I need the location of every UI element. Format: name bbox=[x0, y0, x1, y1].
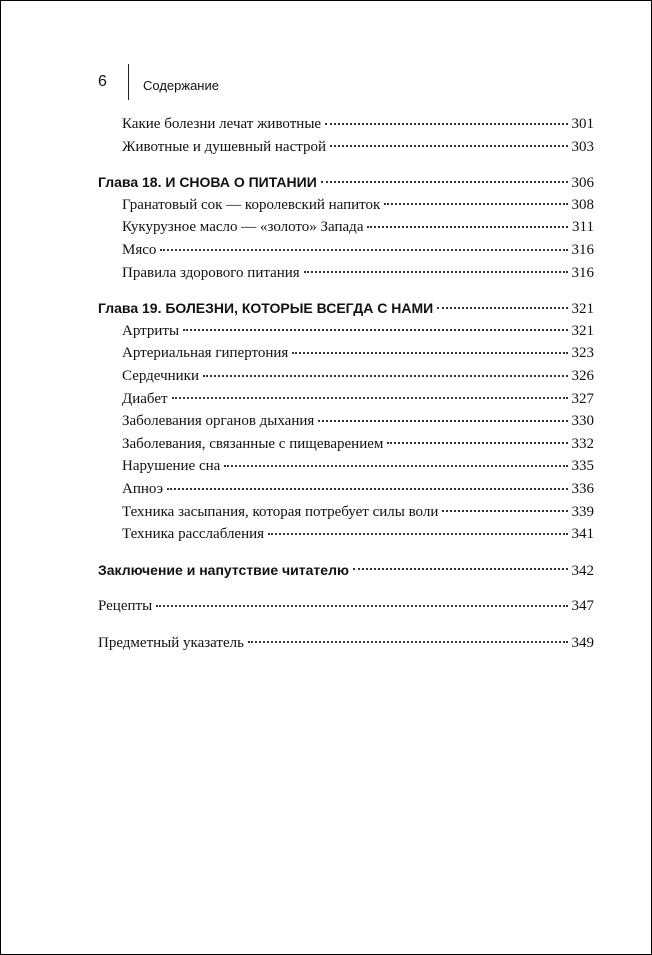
toc-entry-page: 321 bbox=[571, 322, 594, 339]
chapter-page: 321 bbox=[571, 301, 594, 318]
dot-leader bbox=[325, 123, 567, 125]
toc-entry-page: 303 bbox=[571, 138, 594, 155]
toc-entry[interactable] bbox=[98, 320, 594, 343]
toc-entry-page: 330 bbox=[571, 413, 594, 430]
toc-entry[interactable] bbox=[98, 410, 594, 433]
toc-entry-page: 326 bbox=[571, 367, 594, 384]
toc-entry[interactable] bbox=[98, 478, 594, 501]
toc-entry[interactable] bbox=[98, 365, 594, 388]
toc-entry[interactable] bbox=[98, 501, 594, 524]
dot-leader bbox=[224, 465, 567, 467]
toc-entry-title: Мясо bbox=[122, 241, 157, 258]
dot-leader bbox=[321, 181, 568, 183]
dot-leader bbox=[437, 307, 567, 309]
table-of-contents bbox=[98, 113, 594, 654]
spacer bbox=[98, 618, 594, 632]
toc-entry[interactable] bbox=[98, 136, 594, 159]
chapter-heading[interactable] bbox=[98, 297, 594, 320]
toc-entry-page: 339 bbox=[571, 503, 594, 520]
toc-entry[interactable] bbox=[98, 262, 594, 285]
conclusion-page: 342 bbox=[571, 562, 594, 579]
spacer bbox=[98, 158, 594, 171]
toc-entry-title: Техника засыпания, которая потребует силы воли bbox=[122, 503, 439, 520]
dot-leader bbox=[172, 397, 568, 399]
spacer bbox=[98, 284, 594, 297]
toc-entry-title: Нарушение сна bbox=[122, 458, 221, 475]
toc-entry-title: Животные и душевный настрой bbox=[122, 138, 327, 155]
dot-leader bbox=[367, 226, 568, 228]
toc-entry-title: Техника расслабления bbox=[122, 526, 265, 543]
dot-leader bbox=[304, 271, 568, 273]
chapter-heading[interactable] bbox=[98, 171, 594, 194]
dot-leader bbox=[387, 442, 567, 444]
dot-leader bbox=[330, 145, 567, 147]
recipes-page: 347 bbox=[571, 598, 594, 615]
running-head bbox=[98, 64, 219, 100]
toc-entry-page: 316 bbox=[571, 241, 594, 258]
conclusion-title: Заключение и напутствие читателю bbox=[98, 561, 349, 578]
toc-entry-title: Правила здорового питания bbox=[122, 264, 300, 281]
toc-entry[interactable] bbox=[98, 388, 594, 411]
dot-leader bbox=[160, 249, 567, 251]
toc-entry[interactable] bbox=[98, 216, 594, 239]
toc-entry-page: 301 bbox=[571, 116, 594, 132]
recipes-title: Рецепты bbox=[98, 598, 153, 615]
dot-leader bbox=[156, 605, 567, 607]
toc-entry-page: 311 bbox=[572, 219, 594, 236]
toc-entry-page: 336 bbox=[571, 480, 594, 497]
toc-entry-page: 323 bbox=[571, 345, 594, 362]
toc-entry[interactable] bbox=[98, 194, 594, 217]
toc-entry[interactable] bbox=[98, 239, 594, 262]
toc-entry-page: 308 bbox=[571, 196, 594, 213]
toc-entry-title: Апноэ bbox=[122, 480, 164, 497]
toc-entry-page: 341 bbox=[571, 526, 594, 543]
toc-chapter-18 bbox=[98, 171, 594, 284]
chapter-page: 306 bbox=[571, 175, 594, 192]
dot-leader bbox=[442, 510, 567, 512]
page-number: 6 bbox=[98, 73, 107, 90]
index-entry[interactable] bbox=[98, 632, 594, 655]
toc-block-animals bbox=[98, 113, 594, 158]
toc-entry-title: Артериальная гипертония bbox=[122, 345, 289, 362]
section-title: Содержание bbox=[143, 77, 219, 93]
dot-leader bbox=[353, 568, 568, 570]
index-page: 349 bbox=[571, 634, 594, 651]
chapter-title: Глава 18. И СНОВА О ПИТАНИИ bbox=[98, 174, 317, 191]
recipes-entry[interactable] bbox=[98, 595, 594, 618]
toc-entry-title: Гранатовый сок — королевский напиток bbox=[122, 196, 381, 213]
toc-entry-title: Какие болезни лечат животные bbox=[122, 116, 322, 132]
toc-entry-title: Кукурузное масло — «золото» Запада bbox=[122, 219, 364, 236]
dot-leader bbox=[318, 420, 567, 422]
dot-leader bbox=[203, 375, 568, 377]
toc-chapter-19 bbox=[98, 297, 594, 546]
toc-entry[interactable] bbox=[98, 455, 594, 478]
toc-entry-page: 327 bbox=[571, 390, 594, 407]
toc-entry-title: Диабет bbox=[122, 390, 168, 407]
index-title: Предметный указатель bbox=[98, 634, 244, 651]
dot-leader bbox=[248, 641, 568, 643]
toc-entry[interactable] bbox=[98, 433, 594, 456]
toc-entry-page: 332 bbox=[571, 435, 594, 452]
toc-entry[interactable] bbox=[98, 342, 594, 365]
toc-entry[interactable] bbox=[98, 523, 594, 546]
dot-leader bbox=[384, 203, 567, 205]
dot-leader bbox=[292, 352, 567, 354]
toc-entry-page: 316 bbox=[571, 264, 594, 281]
toc-entry-title: Заболевания органов дыхания bbox=[122, 413, 315, 430]
header-divider bbox=[128, 64, 129, 100]
toc-entry-page: 335 bbox=[571, 458, 594, 475]
dot-leader bbox=[268, 533, 567, 535]
toc-entry-title: Заболевания, связанные с пищеварением bbox=[122, 435, 384, 452]
toc-entry-title: Артриты bbox=[122, 322, 180, 339]
conclusion-entry[interactable] bbox=[98, 559, 594, 582]
chapter-title: Глава 19. БОЛЕЗНИ, КОТОРЫЕ ВСЕГДА С НАМИ bbox=[98, 300, 434, 317]
toc-entry[interactable] bbox=[98, 113, 594, 136]
spacer bbox=[98, 581, 594, 595]
dot-leader bbox=[183, 329, 567, 331]
spacer bbox=[98, 546, 594, 559]
toc-entry-title: Сердечники bbox=[122, 367, 199, 384]
dot-leader bbox=[167, 488, 567, 490]
